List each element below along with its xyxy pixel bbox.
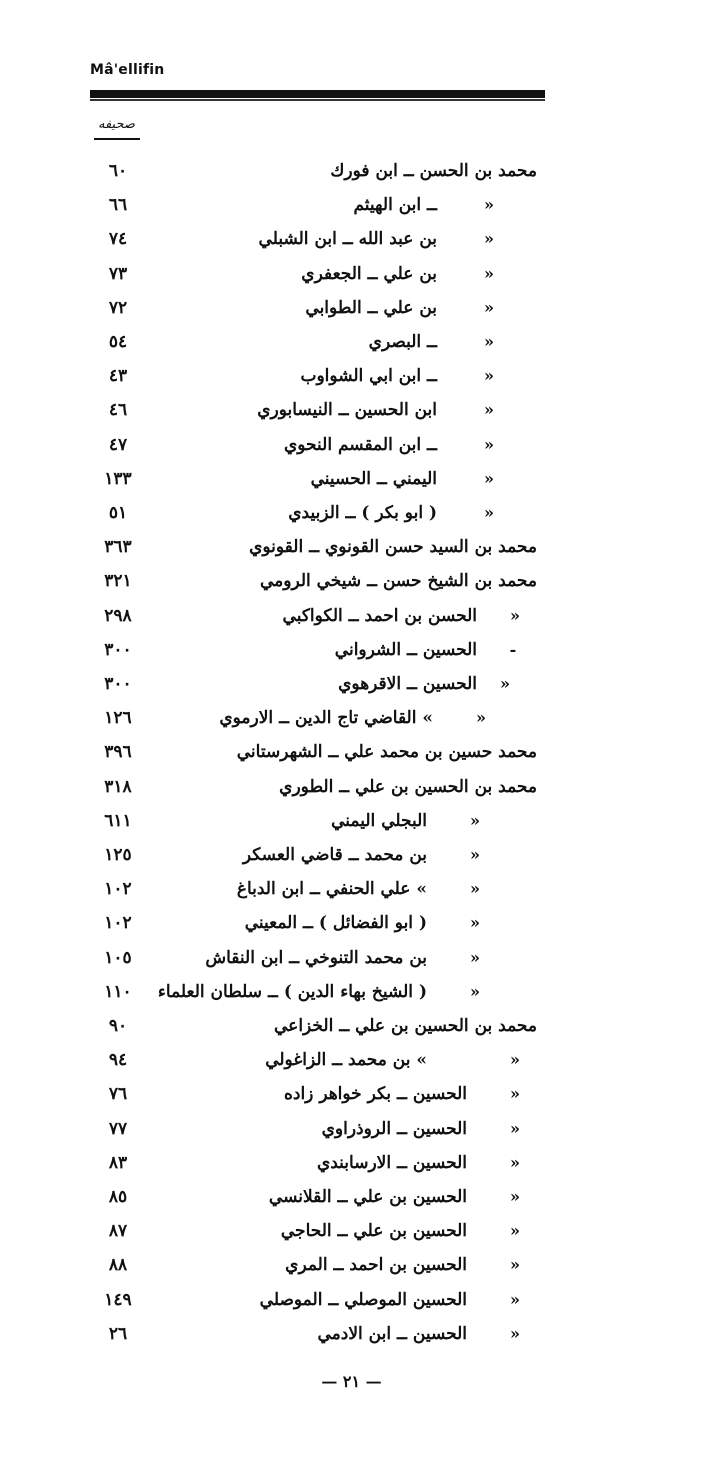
page-number: — ٢١ — xyxy=(321,1372,382,1391)
ditto-mark: » xyxy=(470,810,480,830)
index-row xyxy=(0,1148,703,1178)
index-row xyxy=(0,259,703,289)
index-row xyxy=(0,908,703,938)
page-reference: ٨٥ xyxy=(108,1187,128,1207)
index-row xyxy=(0,874,703,904)
ditto-mark: » xyxy=(484,366,494,386)
index-row xyxy=(0,532,703,562)
index-row xyxy=(0,1285,703,1315)
index-row xyxy=(0,1011,703,1041)
header-rule xyxy=(90,90,545,98)
author-entry: بن علي ــ الجعفري xyxy=(301,263,437,284)
author-entry: ( الشيخ بهاء الدين ) ــ سلطان العلماء xyxy=(157,981,427,1002)
ditto-mark: » xyxy=(484,297,494,317)
index-row xyxy=(0,977,703,1007)
index-row xyxy=(0,1182,703,1212)
page-reference: ٣٠٠ xyxy=(104,639,132,660)
author-entry: بن عبد الله ــ ابن الشبلي xyxy=(258,229,437,250)
index-row xyxy=(0,1045,703,1075)
page-reference: ١٢٥ xyxy=(104,845,132,865)
page-reference: ٧٦ xyxy=(108,1084,128,1105)
page-reference: ٧٧ xyxy=(108,1118,128,1139)
index-row xyxy=(0,566,703,596)
ditto-mark: » xyxy=(484,503,494,522)
index-row xyxy=(0,1216,703,1246)
index-row xyxy=(0,498,703,528)
ditto-mark: » xyxy=(500,674,510,693)
author-entry: بن محمد التنوخي ــ ابن النقاش xyxy=(205,947,427,968)
page-reference: ٩٤ xyxy=(108,1050,128,1071)
author-entry: الحسين ــ الروذراوي xyxy=(321,1118,467,1139)
author-entry: » علي الحنفي ــ ابن الدباغ xyxy=(236,879,427,900)
running-header: Mâ'ellifin xyxy=(90,62,165,78)
ditto-mark: » xyxy=(484,195,494,215)
index-row xyxy=(0,703,703,733)
ditto-mark: » xyxy=(510,1289,520,1309)
index-row xyxy=(0,669,703,699)
author-entry: ( ابو الفضائل ) ــ المعيني xyxy=(244,913,427,934)
page-reference: ٢٦ xyxy=(108,1323,128,1344)
ditto-mark: » xyxy=(484,229,494,249)
column-label-underline xyxy=(94,138,140,140)
index-row xyxy=(0,1250,703,1280)
author-entry: البجلي اليمني xyxy=(331,810,427,831)
ditto-mark: » xyxy=(510,1221,520,1241)
ditto-mark: » xyxy=(470,981,480,1001)
author-entry: الحسين بن احمد ــ المري xyxy=(285,1255,467,1276)
page-reference: ٦٦ xyxy=(108,195,128,216)
author-entry: ــ ابن الهيثم xyxy=(353,195,437,216)
page-reference: ٦١١ xyxy=(104,810,132,831)
ditto-mark: » xyxy=(510,1187,520,1206)
author-entry: اليمني ــ الحسيني xyxy=(310,468,437,489)
author-entry: الحسين ــ الشرواني xyxy=(334,639,477,660)
page-reference: ٣١٨ xyxy=(104,776,132,797)
page-reference: ٧٣ xyxy=(108,263,128,284)
page-reference: ٥٤ xyxy=(108,332,128,352)
author-entry: بن محمد ــ قاضي العسكر xyxy=(242,845,427,865)
index-row xyxy=(0,430,703,460)
author-entry: ــ ابن المقسم النحوي xyxy=(283,434,437,455)
page-reference: ٩٠ xyxy=(108,1016,128,1036)
page-reference: ٨٨ xyxy=(108,1255,128,1276)
author-entry: محمد بن الحسين بن علي ــ الخزاعي xyxy=(274,1016,537,1036)
index-row xyxy=(0,1079,703,1109)
author-entry: » القاضي تاج الدين ــ الارموي xyxy=(219,708,433,729)
index-row xyxy=(0,772,703,802)
author-entry: الحسين ــ ابن الادمي xyxy=(317,1323,467,1344)
ditto-mark: » xyxy=(510,1323,520,1343)
ditto-mark: » xyxy=(510,1255,520,1275)
page-reference: ٢٩٨ xyxy=(104,605,132,626)
page-reference: ١٣٣ xyxy=(104,468,132,489)
author-entry: محمد حسين بن محمد علي ــ الشهرستاني xyxy=(236,742,537,763)
ditto-mark: » xyxy=(510,605,520,625)
author-entry: الحسين ــ الارسابندي xyxy=(316,1152,467,1173)
ditto-mark: » xyxy=(470,913,480,933)
page-reference: ٨٧ xyxy=(108,1221,128,1242)
page-reference: ٦٠ xyxy=(108,161,128,181)
author-entry: الحسن بن احمد ــ الكواكبي xyxy=(282,605,477,626)
page-reference: ٣٩٦ xyxy=(104,742,132,763)
ditto-mark: » xyxy=(484,263,494,283)
index-row xyxy=(0,361,703,391)
page-reference: ٣٠٠ xyxy=(104,674,132,694)
ditto-mark: » xyxy=(470,879,480,899)
index-row xyxy=(0,395,703,425)
page-reference: ٤٧ xyxy=(108,434,128,455)
index-row xyxy=(0,224,703,254)
author-entry: ( ابو بكر ) ــ الزبيدي xyxy=(288,503,437,523)
page-reference: ١٠٢ xyxy=(104,913,132,934)
page-reference: ١٠٥ xyxy=(104,947,132,968)
index-row xyxy=(0,635,703,665)
page-reference: ٧٤ xyxy=(108,229,128,250)
ditto-mark: » xyxy=(476,708,486,728)
page-reference: ٤٦ xyxy=(108,400,128,421)
ditto-mark: » xyxy=(484,434,494,454)
page-reference: ١٠٢ xyxy=(104,879,132,900)
author-entry: ابن الحسين ــ النيسابوري xyxy=(257,400,437,421)
ditto-mark: » xyxy=(484,400,494,420)
ditto-mark: » xyxy=(510,1050,520,1070)
page-reference: ٥١ xyxy=(108,503,128,523)
index-row xyxy=(0,1114,703,1144)
author-entry: محمد بن الشيخ حسن ــ شيخي الرومي xyxy=(259,571,537,592)
index-row xyxy=(0,156,703,186)
index-row xyxy=(0,464,703,494)
ditto-mark: » xyxy=(510,1152,520,1172)
author-entry: الحسين ــ بكر خواهر زاده xyxy=(283,1084,467,1105)
index-row xyxy=(0,601,703,631)
author-entry: » بن محمد ــ الزاغولي xyxy=(265,1050,427,1071)
author-entry: ــ ابن ابي الشواوب xyxy=(300,366,437,387)
ditto-mark: » xyxy=(484,332,494,351)
ditto-mark: » xyxy=(510,1084,520,1104)
page-reference: ٣٢١ xyxy=(104,571,132,592)
ditto-mark: » xyxy=(470,845,480,864)
author-entry: بن علي ــ الطوابي xyxy=(305,297,437,318)
page-column-label: صحيفه xyxy=(98,117,135,132)
page-reference: ٤٣ xyxy=(108,366,128,387)
author-entry: الحسين الموصلي ــ الموصلي xyxy=(259,1289,467,1310)
author-entry: ــ البصري xyxy=(368,332,437,352)
page-reference: ١٤٩ xyxy=(104,1289,132,1310)
ditto-mark: » xyxy=(484,468,494,488)
index-row xyxy=(0,327,703,357)
author-entry: الحسين ــ الاقرهوي xyxy=(338,674,477,694)
page-reference: ٣٦٣ xyxy=(104,537,132,558)
page-reference: ٧٢ xyxy=(108,297,128,318)
author-entry: الحسين بن علي ــ الحاجي xyxy=(280,1221,467,1242)
author-entry: الحسين بن علي ــ القلانسي xyxy=(268,1187,467,1207)
ditto-mark: » xyxy=(470,947,480,967)
page-reference: ١١٠ xyxy=(104,981,132,1002)
page-reference: ١٢٦ xyxy=(104,708,132,729)
ditto-mark: - xyxy=(509,639,517,659)
author-entry: محمد بن الحسن ــ ابن فورك xyxy=(330,161,537,181)
index-row xyxy=(0,293,703,323)
ditto-mark: » xyxy=(510,1118,520,1138)
page-reference: ٨٣ xyxy=(108,1152,128,1173)
index-row xyxy=(0,806,703,836)
index-row xyxy=(0,1319,703,1349)
author-entry: محمد بن الحسين بن علي ــ الطوري xyxy=(279,776,537,797)
index-row xyxy=(0,943,703,973)
author-entry: محمد بن السيد حسن القونوي ــ القونوي xyxy=(249,537,537,558)
index-row xyxy=(0,840,703,870)
index-row xyxy=(0,737,703,767)
index-row xyxy=(0,190,703,220)
